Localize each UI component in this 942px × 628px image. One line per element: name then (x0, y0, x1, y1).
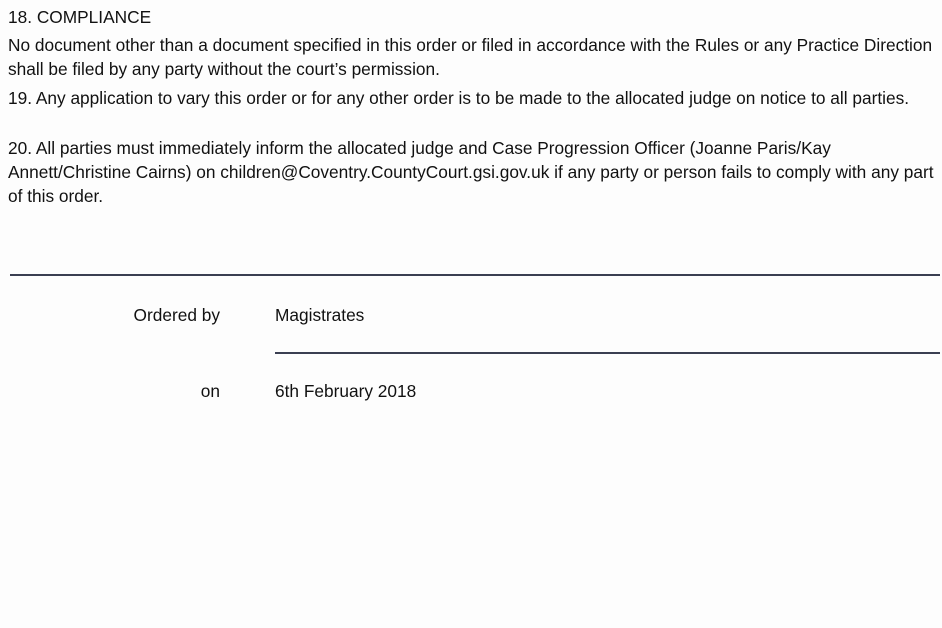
order-date-value: 6th February 2018 (275, 381, 417, 401)
signature-line (275, 352, 940, 354)
section-divider (10, 274, 940, 276)
ordered-by-value: Magistrates (275, 305, 365, 325)
ordered-by-label: Ordered by (133, 305, 220, 325)
order-date-label: on (200, 381, 220, 401)
section-heading-compliance: 18. COMPLIANCE (8, 7, 152, 27)
paragraph-20: 20. All parties must immediately inform the allocated judge and Case Progression Officer (Joanne Paris/Kay Annett/Christine Cairns) on children@Coventry.CountyCourt.gsi.gov.uk if any party or person fails to comply with any part of this order. (8, 138, 934, 206)
paragraph-19: 19. Any application to vary this order or for any other order is to be made to the allocated judge on notice to all parties. (8, 88, 910, 108)
paragraph-18: No document other than a document specified in this order or filed in accordance with the Rules or any Practice Direction shall be filed by any party without the court’s permission. (8, 35, 933, 79)
